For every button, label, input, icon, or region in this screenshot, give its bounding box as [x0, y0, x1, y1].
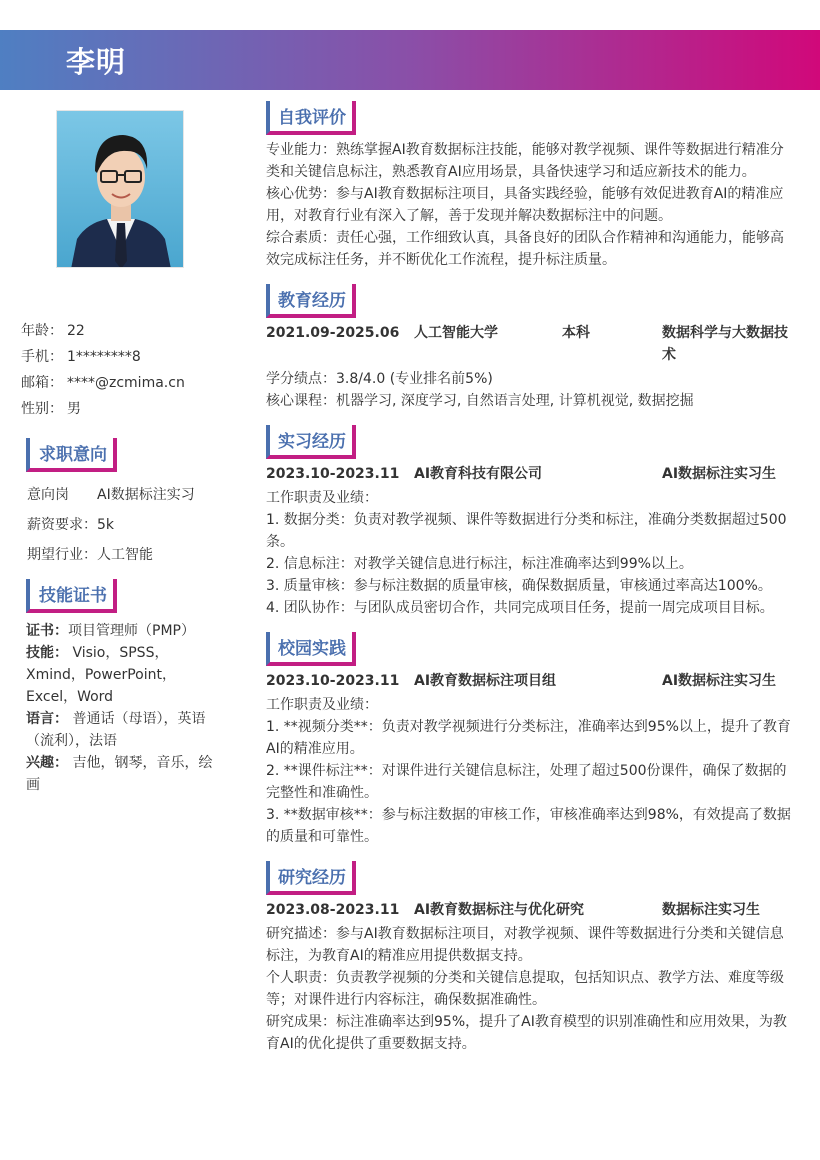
research-period: 2023.08-2023.11 — [266, 902, 400, 918]
candidate-name: 李明 — [66, 45, 127, 79]
internship-text: 工作职责及业绩： 1. 数据分类：负责对教学视频、课件等数据进行分类和标注，准确分类数据超过500条。 2. 信息标注：对教学关键信息进行标注，标注准确率达到99%以上。 3. 质量审核：参与标注数据的质量审核，确保数据质量，审核通过率高达100%。 4. 团队协作：与团队成员密切合作，共同完成项目任务，提前一周完成项目目标。 — [266, 490, 787, 616]
info-gender: 性别： 男 — [21, 401, 81, 417]
internship-row — [266, 463, 796, 485]
skill-certificate: 证书：项目管理师（PMP） — [26, 623, 195, 639]
skills-list — [26, 620, 214, 796]
research-text: 研究描述：参与AI教育数据标注项目，对教学视频、课件等数据进行分类和关键信息标注，为教育AI的精准应用提供数据支持。 个人职责：负责教学视频的分类和关键信息提取，包括知识点、教学方法、难度等级等；对课件进行内容标注，确保数据准确性。 研究成果：标注准确率达到95%，提升了AI教育模型的识别准确性和应用效果，为教育AI的优化提供了重要数据支持。 — [266, 926, 787, 1052]
education-major: 数据科学与大数据技 — [662, 325, 788, 341]
intent-salary: 薪资要求：5k — [27, 517, 115, 533]
campus-row — [266, 670, 796, 692]
skill-languages: 语言： 普通话（母语），英语（流利），法语 — [26, 711, 206, 749]
education-heading: 教育经历 — [266, 284, 356, 318]
internship-heading: 实习经历 — [266, 425, 356, 459]
info-phone: 手机： 1********8 — [21, 349, 141, 365]
research-heading: 研究经历 — [266, 861, 356, 895]
skill-interests: 兴趣： 吉他，钢琴，音乐，绘画 — [26, 755, 213, 793]
campus-period: 2023.10-2023.11 — [266, 673, 400, 689]
self-eval-text: 专业能力：熟练掌握AI教育数据标注技能，能够对教学视频、课件等数据进行精准分类和关键信息标注，熟悉教育AI应用场景，具备快速学习和适应新技术的能力。 核心优势：参与AI教育数据标注项目，具备实践经验，能够有效促进教育AI的精准应用，对教育行业有深入了解，善于发现并解决数据标注中的问题。 综合素质：责任心强，工作细致认真，具备良好的团队合作精神和沟通能力，能够高效完成标注任务，并不断优化工作流程，提升标注质量。 — [266, 142, 784, 268]
education-period: 2021.09-2025.06 — [266, 325, 400, 341]
self-eval-heading: 自我评价 — [266, 101, 356, 135]
intent-industry: 期望行业：人工智能 — [27, 547, 153, 563]
internship-period: 2023.10-2023.11 — [266, 466, 400, 482]
skill-tools: 技能： Visio，SPSS，Xmind，PowerPoint，Excel，Word — [26, 645, 176, 705]
research-row — [266, 899, 796, 921]
skills-heading: 技能证书 — [26, 579, 117, 613]
education-major-cont: 术 — [662, 347, 676, 363]
internship-role: AI数据标注实习生 — [662, 466, 777, 482]
research-role: 数据标注实习生 — [662, 902, 760, 918]
profile-photo — [56, 110, 184, 268]
campus-role: AI数据标注实习生 — [662, 673, 777, 689]
campus-text: 工作职责及业绩： 1. **视频分类**：负责对教学视频进行分类标注，准确率达到95%以上，提升了教育AI的精准应用。 2. **课件标注**：对课件进行关键信息标注，处理了超过500份课件，确保了数据的完整性和准确性。 3. **数据审核**：参与标注数据的审核工作，审核准确率达到98%，有效提高了数据的质量和可靠性。 — [266, 697, 791, 845]
education-row — [266, 322, 796, 366]
job-intent-heading: 求职意向 — [26, 438, 117, 472]
internship-org: AI教育科技有限公司 — [414, 466, 543, 482]
campus-org: AI教育数据标注项目组 — [414, 673, 557, 689]
campus-heading: 校园实践 — [266, 632, 356, 666]
education-school: 人工智能大学 — [414, 325, 498, 341]
person-portrait-icon — [57, 111, 184, 268]
research-org: AI教育数据标注与优化研究 — [414, 902, 585, 918]
education-degree: 本科 — [562, 325, 590, 341]
info-email: 邮箱： ****@zcmima.cn — [21, 375, 185, 391]
intent-position: 意向岗 AI数据标注实习 — [27, 487, 195, 503]
info-age: 年龄： 22 — [21, 323, 85, 339]
education-text: 学分绩点：3.8/4.0 (专业排名前5%) 核心课程：机器学习, 深度学习, 自然语言处理, 计算机视觉, 数据挖掘 — [266, 371, 694, 409]
